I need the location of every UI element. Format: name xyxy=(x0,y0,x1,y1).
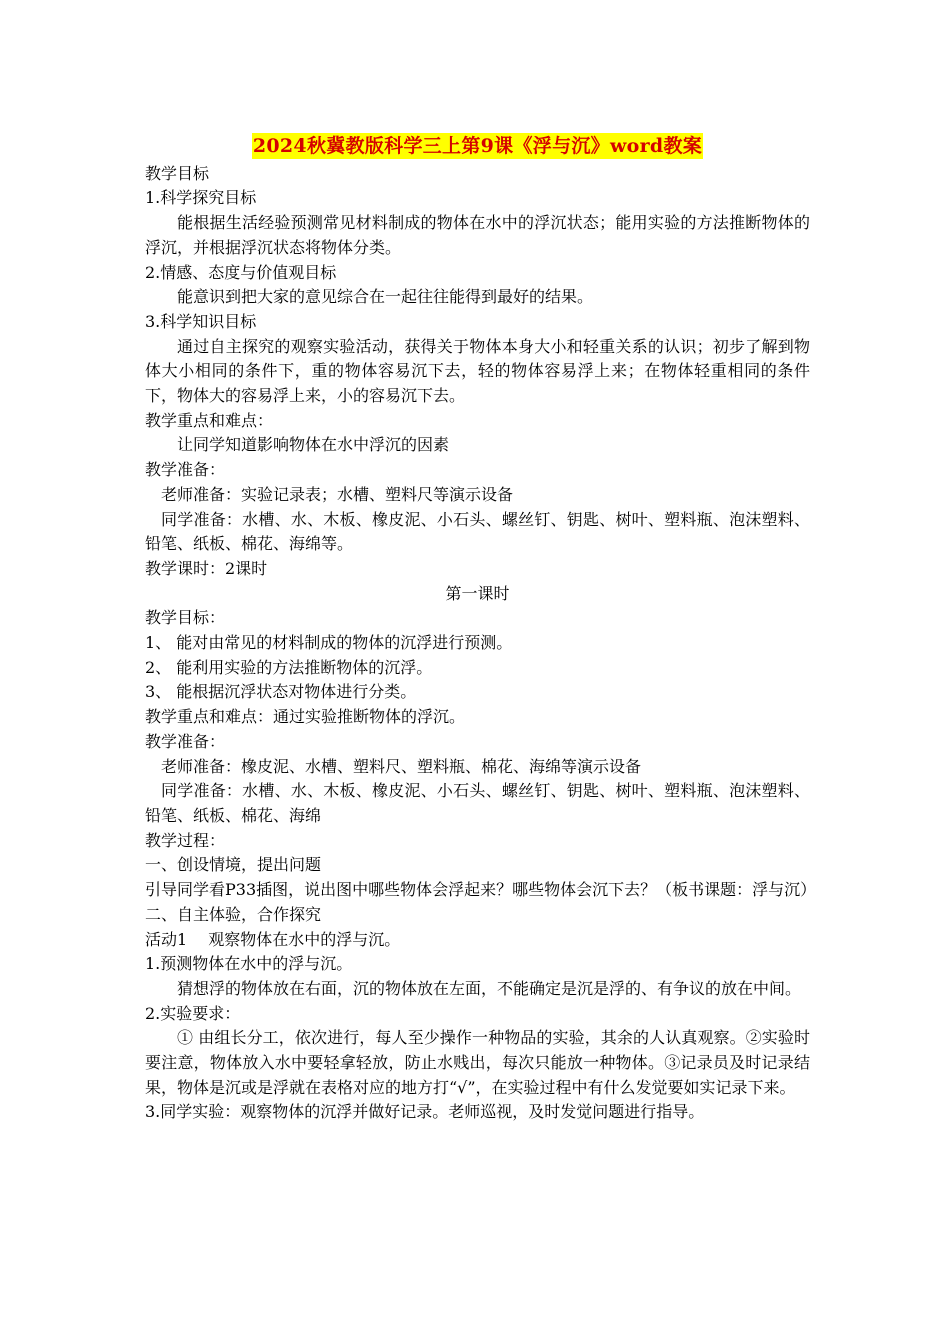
line-lesson-key-points: 教学重点和难点：通过实验推断物体的浮沉。 xyxy=(145,707,466,727)
heading-lesson-preparation: 教学准备： xyxy=(145,731,226,751)
goal-item-3: 3、 能根据沉浮状态对物体进行分类。 xyxy=(145,682,417,702)
heading-section-1: 一、创设情境，提出问题 xyxy=(145,855,322,875)
heading-key-points: 教学重点和难点： xyxy=(145,410,274,430)
heading-teaching-process: 教学过程： xyxy=(145,830,226,850)
line-activity-1: 活动1 观察物体在水中的浮与沉。 xyxy=(145,929,401,949)
heading-science-inquiry: 1.科学探究目标 xyxy=(145,188,257,208)
para-lesson-student-prep: 同学准备：水槽、水、木板、橡皮泥、小石头、螺丝钉、钥匙、树叶、塑料瓶、泡沫塑料、铅笔、纸板、棉花、海绵 xyxy=(145,781,810,825)
heading-section-2: 二、自主体验，合作探究 xyxy=(145,904,322,924)
line-step-3: 3.同学实验：观察物体的沉浮并做好记录。老师巡视，及时发觉问题进行指导。 xyxy=(145,1102,705,1122)
para-experiment-requirements: ① 由组长分工，依次进行，每人至少操作一种物品的实验，其余的人认真观察。②实验时要注意，物体放入水中要轻拿轻放，防止水贱出，每次只能放一种物体。③记录员及时记录结果，物体是沉或是浮就在表格对应的地方打“√”，在实验过程中有什么发觉要如实记录下来。 xyxy=(145,1028,810,1097)
document-page xyxy=(145,133,817,1125)
para-inquiry-goal: 能根据生活经验预测常见材料制成的物体在水中的浮沉状态；能用实验的方法推断物体的浮沉，并根据浮沉状态将物体分类。 xyxy=(145,213,810,257)
line-class-hours: 教学课时：2课时 xyxy=(145,558,268,578)
goal-item-1: 1、 能对由常见的材料制成的物体的沉浮进行预测。 xyxy=(145,633,513,653)
line-step-2: 2.实验要求： xyxy=(145,1003,241,1023)
document-title: 2024秋冀教版科学三上第9课《浮与沉》word教案 xyxy=(252,135,703,157)
heading-preparation: 教学准备： xyxy=(145,460,226,480)
para-lesson-teacher-prep: 老师准备：橡皮泥、水槽、塑料尺、塑料瓶、棉花、海绵等演示设备 xyxy=(161,756,642,776)
heading-attitude: 2.情感、态度与价值观目标 xyxy=(145,262,337,282)
para-teacher-prep: 老师准备：实验记录表；水槽、塑料尺等演示设备 xyxy=(161,484,514,504)
para-attitude-goal: 能意识到把大家的意见综合在一起往往能得到最好的结果。 xyxy=(177,287,594,307)
para-knowledge-goal: 通过自主探究的观察实验活动，获得关于物体本身大小和轻重关系的认识；初步了解到物体大小相同的条件下，重的物体容易沉下去，轻的物体容易浮上来；在物体轻重相同的条件下，物体大的容易浮上来，小的容易沉下去。 xyxy=(145,336,810,406)
para-student-prep: 同学准备：水槽、水、木板、橡皮泥、小石头、螺丝钉、钥匙、树叶、塑料瓶、泡沫塑料、铅笔、纸板、棉花、海绵等。 xyxy=(145,509,810,554)
heading-lesson-goals: 教学目标： xyxy=(145,608,226,628)
heading-teaching-goals: 教学目标 xyxy=(145,163,210,183)
heading-knowledge: 3.科学知识目标 xyxy=(145,311,257,331)
heading-first-lesson: 第一课时 xyxy=(445,583,510,603)
para-prediction: 猜想浮的物体放在右面，沉的物体放在左面，不能确定是沉是浮的、有争议的放在中间。 xyxy=(177,978,802,998)
para-key-points: 让同学知道影响物体在水中浮沉的因素 xyxy=(177,435,450,455)
line-step-1: 1.预测物体在水中的浮与沉。 xyxy=(145,954,353,974)
title-wrap xyxy=(145,133,810,160)
goal-item-2: 2、 能利用实验的方法推断物体的沉浮。 xyxy=(145,657,433,677)
para-guide-illustration: 引导同学看P33插图，说出图中哪些物体会浮起来？哪些物体会沉下去？（板书课题：浮与沉） xyxy=(145,880,817,900)
